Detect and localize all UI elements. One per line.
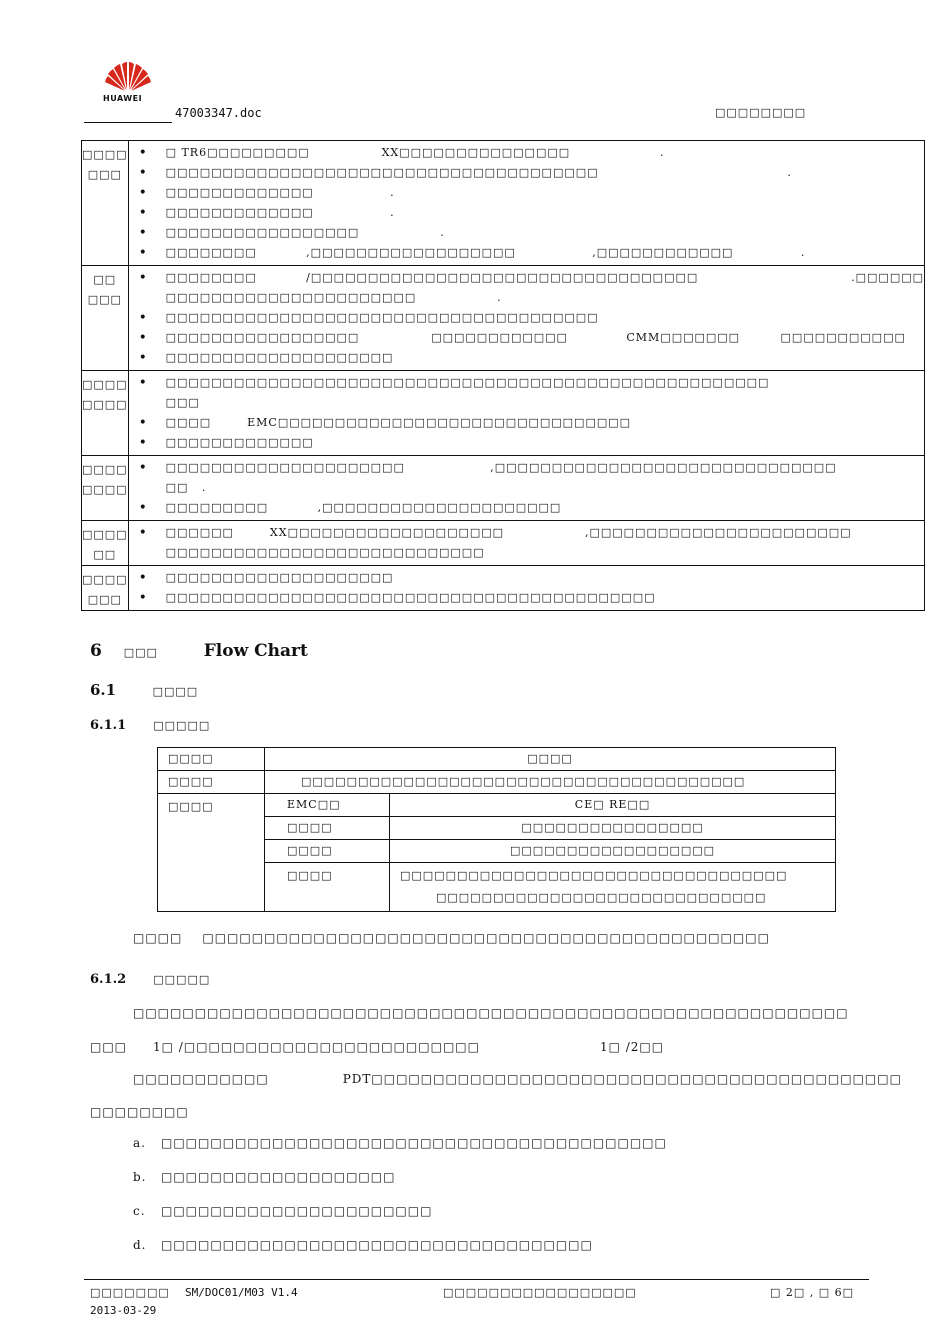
row-content [128, 566, 924, 611]
footer-template-id: SM/DOC01/M03 V1.4 [185, 1286, 298, 1299]
bullet-list [129, 268, 924, 368]
list-item: • □□□□□□□□□□□□□□□□□□□□ [129, 568, 924, 588]
heading-6-1-1-cn: □□□□□ [153, 719, 211, 732]
cell-line: □□□□□□□□□□□□□□□□□□□□□□□□□□□□□□□□□□ [400, 869, 788, 882]
list-item: • □□□□□□□□□□□□□□□□□ □□□□□□□□□□□□ CMM□□□□□□□ □□□□□□□□□□□ [129, 328, 924, 348]
list-item [133, 1136, 667, 1170]
list-item: • □□□□□□□□□□□□□□□□□ . [129, 223, 924, 243]
text-span: □□□□□□□□□□□ [133, 1072, 269, 1086]
bullet-list [129, 523, 924, 563]
document-filename: 47003347.doc [175, 106, 262, 120]
footer-page-number: □ 2□ , □ 6□ [770, 1286, 855, 1299]
table-cell: □□□□ [265, 817, 390, 840]
text-span: □□□ [90, 1040, 128, 1054]
heading-6-1-1 [90, 718, 210, 733]
list-text: □□□□□□□□□□□□□□□□□□□ [161, 1170, 396, 1184]
paragraph: □□□□□□□□ [90, 1105, 189, 1119]
paragraph [133, 1072, 902, 1086]
heading-6-1-cn: □□□□ [152, 685, 199, 698]
bullet-list [129, 458, 924, 518]
table-row [82, 141, 925, 266]
cell-line: □□□□□□□□□□□□□□□□□□□□□□□□□□□□□ [436, 891, 767, 904]
list-item: • □□□□□□□□□□□□□ . [129, 203, 924, 223]
list-item: • □□□□□□□□□ ,□□□□□□□□□□□□□□□□□□□□□ [129, 498, 924, 518]
list-item: • □□□□ EMC□□□□□□□□□□□□□□□□□□□□□□□□□□□□□□□ [129, 413, 924, 433]
table-row [82, 266, 925, 371]
bullet-list [129, 373, 924, 453]
row-content [128, 141, 924, 266]
heading-6-cn: □□□ [123, 646, 158, 659]
row-label [82, 521, 129, 566]
table-cell: □□□□ [265, 748, 836, 771]
row-label [82, 566, 129, 611]
list-marker: c. [133, 1204, 146, 1218]
heading-6-1-number: 6.1 [90, 681, 117, 699]
header-divider [84, 122, 172, 123]
row-content [128, 266, 924, 371]
text-span: PDT□□□□□□□□□□□□□□□□□□□□□□□□□□□□□□□□□□□□□□□□□□□ [342, 1072, 902, 1086]
table-cell: □□□□□□□□□□□□□□□□□□ [390, 840, 836, 863]
table-cell: CE□ RE□□ [390, 794, 836, 817]
row-label-line: □□□□ [82, 148, 128, 161]
row-label [82, 266, 129, 371]
row-label [82, 456, 129, 521]
list-item: • □□□□□□□□□□□□□□□□□□□□□ ,□□□□□□□□□□□□□□□□□□□□□□□□□□□□□□ [129, 458, 924, 478]
table-cell: □□□□ [158, 794, 265, 912]
footer-divider [84, 1279, 869, 1280]
note-text: □□□□□□□□□□□□□□□□□□□□□□□□□□□□□□□□□□□□□□□□□□□□□□ [202, 931, 770, 945]
table-row [82, 566, 925, 611]
row-content [128, 371, 924, 456]
table-cell: □□□□ [265, 840, 390, 863]
list-item: • □□□□□□□□□□□□□□□□□□□□□□□□□□□□□□□□□□□□□□□□□□□ [129, 588, 924, 608]
list-item: • □□□□□□□□□□□□□□□□□□□□ [129, 348, 924, 368]
list-text: □□□□□□□□□□□□□□□□□□□□□□ [161, 1204, 433, 1218]
heading-6-1-2-number: 6.1.2 [90, 972, 127, 987]
paragraph: □□□□□□□□□□□□□□□□□□□□□□□□□□□□□□□□□□□□□□□□□□□□□□□□□□□□□□□□□□ [133, 1006, 849, 1020]
table-row [82, 371, 925, 456]
bullet-list [129, 568, 924, 608]
row-content [128, 521, 924, 566]
row-label-line: □□□□ [82, 378, 128, 391]
list-item: □□□□□□□□□□□□□□□□□□□□□□□□□□□□ [165, 546, 485, 559]
list-item: • □□□□□□ XX□□□□□□□□□□□□□□□□□□□ ,□□□□□□□□□□□□□□□□□□□□□□□ [129, 523, 924, 543]
row-label [82, 371, 129, 456]
test-spec-table [157, 747, 836, 912]
text-span: 1□ /□□□□□□□□□□□□□□□□□□□□□□□□ [153, 1040, 480, 1054]
list-marker: d. [133, 1238, 147, 1252]
table-row [82, 521, 925, 566]
list-item: • □□□□□□□□□□□□□ [129, 433, 924, 453]
list-item: • □□□□□□□□□□□□□□□□□□□□□□□□□□□□□□□□□□□□□□ . [129, 163, 924, 183]
row-content [128, 456, 924, 521]
responsibility-table [81, 140, 925, 611]
list-item: • □□□□□□□□□□□□□ . [129, 183, 924, 203]
heading-6-1-2 [90, 972, 210, 987]
list-item [133, 1238, 667, 1272]
row-label-line: □□ [93, 548, 117, 561]
table-cell: □□□□ [158, 771, 265, 794]
row-label-line: □□□ [87, 168, 122, 181]
heading-6-en: Flow Chart [203, 641, 308, 661]
list-text: □□□□□□□□□□□□□□□□□□□□□□□□□□□□□□□□□□□ [161, 1238, 593, 1252]
list-item: • □□□□□□□□□□□□□□□□□□□□□□□□□□□□□□□□□□□□□□□□□□□□□□□□□□□□□ [129, 373, 924, 393]
row-label-line: □□□ [87, 293, 122, 306]
list-item [133, 1204, 667, 1238]
table-row [158, 794, 836, 817]
list-item: • □□□□□□□□□□□□□□□□□□□□□□□□□□□□□□□□□□□□□□ [129, 308, 924, 328]
heading-6-1-1-number: 6.1.1 [90, 718, 127, 733]
list-item: □□ . [165, 481, 207, 494]
footer-date: 2013-03-29 [90, 1304, 157, 1317]
footer-confidential: □□□□□□□□□□□□□□□□□ [443, 1286, 637, 1299]
table-cell [390, 863, 836, 912]
row-label-line: □□□□ [82, 528, 128, 541]
paragraph [90, 1040, 664, 1054]
table-cell: □□□□□□□□□□□□□□□□ [390, 817, 836, 840]
list-marker: a. [133, 1136, 146, 1150]
table-cell: □□□□ [265, 863, 390, 912]
note-label: □□□□ [133, 931, 183, 945]
list-item: • □□□□□□□□ ,□□□□□□□□□□□□□□□□□□ ,□□□□□□□□□□□□ . [129, 243, 924, 263]
table-note [133, 931, 770, 945]
list-item: □□□ [165, 396, 200, 409]
heading-6-1 [90, 681, 198, 699]
list-item [133, 1170, 667, 1204]
document-classification: □□□□□□□□ [715, 106, 807, 119]
list-item: • □ TR6□□□□□□□□□ XX□□□□□□□□□□□□□□□ . [129, 143, 924, 163]
heading-6 [90, 641, 308, 661]
text-span: 1□ /2□□ [599, 1040, 665, 1054]
heading-6-1-2-cn: □□□□□ [153, 973, 211, 986]
table-row [158, 748, 836, 771]
heading-6-number: 6 [90, 641, 102, 661]
list-marker: b. [133, 1170, 147, 1184]
row-label-line: □□□□ [82, 398, 128, 411]
table-cell: □□□□ [158, 748, 265, 771]
row-label [82, 141, 129, 266]
list-text: □□□□□□□□□□□□□□□□□□□□□□□□□□□□□□□□□□□□□□□□□ [161, 1136, 667, 1150]
logo-text: HUAWEI [103, 94, 143, 103]
bullet-list [129, 143, 924, 263]
table-cell: □□□□□□□□□□□□□□□□□□□□□□□□□□□□□□□□□□□□□□□ [265, 771, 836, 794]
ordered-list [133, 1136, 667, 1272]
table-row [158, 771, 836, 794]
row-label-line: □□□ [87, 593, 122, 606]
row-label-line: □□□□ [82, 483, 128, 496]
row-label-line: □□□□ [82, 463, 128, 476]
list-item: • □□□□□□□□ /□□□□□□□□□□□□□□□□□□□□□□□□□□□□□□□□□□ .□□□□□□ [129, 268, 924, 288]
footer-company: □□□□□□□ [90, 1286, 170, 1299]
list-item: □□□□□□□□□□□□□□□□□□□□□□ . [165, 291, 502, 304]
row-label-line: □□ [93, 273, 117, 286]
table-cell: EMC□□ [265, 794, 390, 817]
huawei-logo [100, 60, 156, 103]
row-label-line: □□□□ [82, 573, 128, 586]
table-row [82, 456, 925, 521]
